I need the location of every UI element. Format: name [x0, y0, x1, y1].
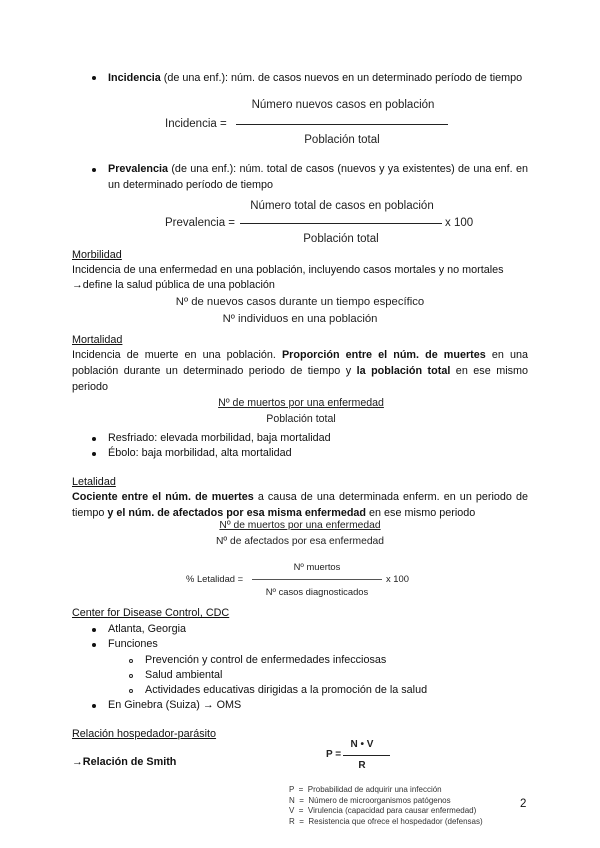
- mortalidad-paragraph: Incidencia de muerte en una población. Proporción entre el núm. de muertes en una población durante un determinado periodo de tiempo y la población total en ese mismo periodo: [72, 349, 528, 393]
- cdc-item-1: Atlanta, Georgia: [108, 623, 187, 635]
- bullet-dot: [92, 704, 96, 708]
- incidencia-term: Incidencia: [108, 72, 161, 84]
- letalidad-paragraph: Cociente entre el núm. de muertes a causa de una determinada enferm. en un periodo de tiempo y el núm. de afectados por esa misma enfermedad en ese mismo periodo: [72, 491, 528, 519]
- letalidad-denominator: Nº de afectados por esa enfermedad: [215, 536, 385, 547]
- cdc-sub-item-2: Salud ambiental: [145, 669, 223, 681]
- cdc-sub-item-3: Actividades educativas dirigidas a la promoción de la salud: [145, 684, 428, 696]
- letalidad-pct-fraction-line: [252, 579, 382, 580]
- bullet-dot: [92, 452, 96, 456]
- prevalencia-lhs: Prevalencia =: [165, 217, 235, 229]
- legend-row: V = Virulencia (capacidad para causar enfermedad): [289, 806, 477, 815]
- prevalencia-numerator: Número total de casos en población: [250, 200, 434, 212]
- legend-row: P = Probabilidad de adquirir una infección: [289, 785, 442, 794]
- incidencia-fraction-line: [236, 124, 448, 125]
- sub-bullet-circle: [129, 674, 133, 678]
- incidencia-lhs: Incidencia =: [165, 118, 227, 130]
- morbilidad-numerator: Nº de nuevos casos durante un tiempo específico: [175, 296, 425, 308]
- morbilidad-heading: Morbilidad: [72, 249, 122, 261]
- mortalidad-numerator: Nº de muertos por una enfermedad: [218, 397, 384, 409]
- mortalidad-denominator: Población total: [266, 413, 336, 425]
- bullet-dot: [92, 643, 96, 647]
- letalidad-pct-numerator: Nº muertos: [293, 561, 341, 572]
- cdc-sub-item-1: Prevención y control de enfermedades infecciosas: [145, 654, 387, 666]
- bullet-dot: [92, 76, 96, 80]
- smith-fraction-line: [343, 755, 390, 756]
- prevalencia-denominator: Población total: [303, 233, 379, 245]
- cdc-item-3: En Ginebra (Suiza) → OMS: [108, 699, 242, 711]
- smith-formula-denominator: R: [358, 760, 366, 771]
- letalidad-heading: Letalidad: [72, 476, 116, 488]
- cdc-heading: Center for Disease Control, CDC: [72, 607, 230, 619]
- bullet-dot: [92, 168, 96, 172]
- mortalidad-heading: Mortalidad: [72, 334, 123, 346]
- smith-formula-lhs: P =: [326, 749, 342, 760]
- legend-row: R = Resistencia que ofrece el hospedador (defensas): [289, 816, 483, 826]
- incidencia-denominator: Población total: [304, 134, 380, 146]
- bullet-dot: [92, 437, 96, 441]
- prevalencia-rhs: x 100: [445, 217, 474, 229]
- relacion-heading: Relación hospedador-parásito: [72, 728, 217, 740]
- prevalencia-term: Prevalencia: [108, 163, 169, 175]
- mortalidad-bullet-2: Ébolo: baja morbilidad, alta mortalidad: [108, 447, 292, 459]
- letalidad-numerator: Nº de muertos por una enfermedad: [219, 520, 381, 531]
- legend-row: N = Número de microorganismos patógenos: [289, 795, 451, 805]
- letalidad-pct-rhs: x 100: [386, 573, 409, 584]
- incidencia-definition: Incidencia (de una enf.): núm. de casos nuevos en un determinado período de tiempo: [108, 72, 523, 84]
- smith-legend: [289, 785, 483, 827]
- mortalidad-bullet-1: Resfriado: elevada morbilidad, baja mortalidad: [108, 432, 331, 444]
- morbilidad-text-line2: →define la salud pública de una población: [72, 279, 275, 291]
- morbilidad-text-line1: Incidencia de una enfermedad en una población, incluyendo casos mortales y no mortales: [72, 264, 504, 276]
- page-number: 2: [520, 798, 527, 810]
- prevalencia-definition: Prevalencia (de una enf.): núm. total de casos (nuevos y ya existentes) de una enf. en un determinado período de tiempo: [108, 163, 528, 191]
- letalidad-pct-denominator: Nº casos diagnosticados: [265, 586, 369, 597]
- incidencia-numerator: Número nuevos casos en población: [251, 99, 435, 111]
- sub-bullet-circle: [129, 689, 133, 693]
- smith-formula-numerator: N • V: [350, 739, 374, 750]
- bullet-dot: [92, 628, 96, 632]
- prevalencia-fraction-line: [240, 223, 442, 224]
- cdc-item-2: Funciones: [108, 638, 158, 650]
- morbilidad-denominator: Nº individuos en una población: [222, 313, 378, 325]
- smith-label: →Relación de Smith: [72, 756, 177, 768]
- sub-bullet-circle: [129, 659, 133, 663]
- letalidad-pct-lhs: % Letalidad =: [186, 573, 244, 584]
